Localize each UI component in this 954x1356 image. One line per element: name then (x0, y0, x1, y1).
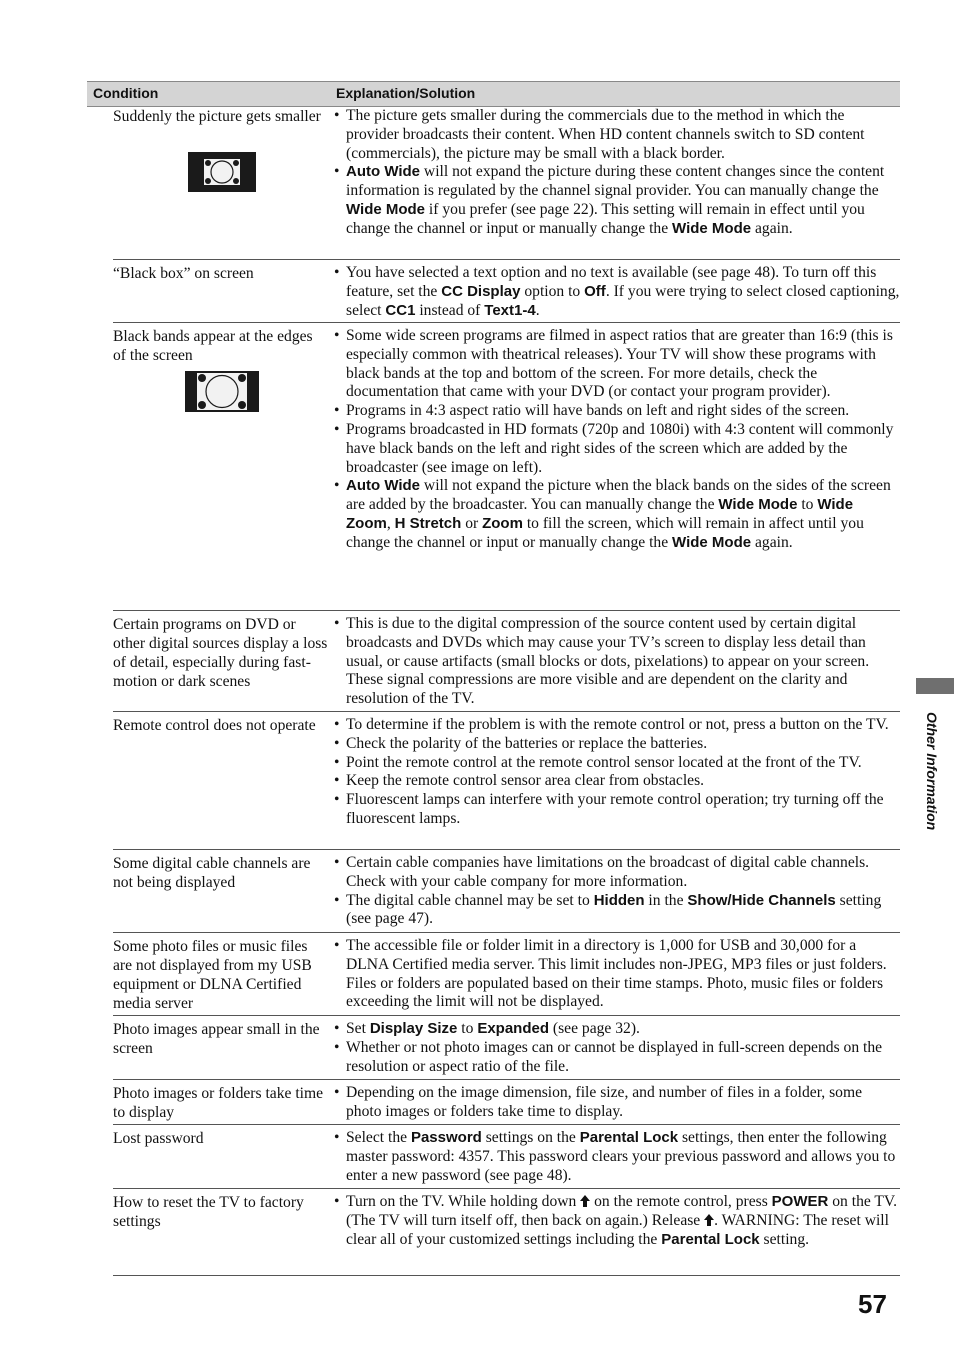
setting-keyword: Wide Zoom (346, 496, 854, 532)
bullet-item: • Some wide screen programs are filmed in aspect ratios that are greater than 16:9 (this is especially common with theatrical releases). Your TV will show these programs with black bands at the top and bottom of the screen. For more details, check the documentation that came with your DVD (or contact your program provider). (333, 327, 900, 402)
condition-header: Condition (93, 85, 159, 101)
bullet-item: • Whether or not photo images can or cannot be displayed in full-screen depends on the resolution or aspect ratio of the file. (333, 1039, 900, 1077)
bullet-item: • Point the remote control at the remote control sensor located at the front of the TV. (333, 754, 900, 773)
table-row (113, 1129, 900, 1189)
setting-keyword: Hidden (593, 891, 645, 909)
explanation-cell (333, 1193, 900, 1249)
condition-cell: Some digital cable channels are not being displayed (113, 855, 311, 891)
bullet-item: • Auto Wide will not expand the picture when the black bands on the sides of the screen are added by the broadcaster. You can manually change the Wide Mode to Wide Zoom, H Stretch or Zoom to fill the screen, which will remain in affect until you change the channel or input or manually change the Wide Mode again. (333, 477, 900, 552)
setting-keyword: Expanded (477, 1020, 549, 1037)
bullet-item: • Programs broadcasted in HD formats (720p and 1080i) with 4:3 content will commonly have black bands on the left and right sides of the screen which are added by the broadcaster (see image on left). (333, 421, 900, 477)
explanation-cell (333, 264, 900, 320)
table-header (87, 81, 900, 107)
bullet-item: • Set Display Size to Expanded (see page 32). (333, 1020, 900, 1039)
condition-cell: “Black box” on screen (113, 265, 254, 282)
bullet-item: • Check the polarity of the batteries or replace the batteries. (333, 735, 900, 754)
bullet-item: • This is due to the digital compression of the source content used by certain digital broadcasts and DVDs which may cause your TV’s screen to display less detail than usual, or cause artifacts (small blocks or dots, pixelations) to appear on your screen. These signal compressions are more visible and are dependent on the clarity and resolution of the TV. (333, 615, 900, 709)
table-row (113, 1193, 900, 1276)
explanation-cell (333, 107, 900, 239)
setting-keyword: Password (410, 1129, 482, 1146)
bullet-item: • The digital cable channel may be set to Hidden in the Show/Hide Channels setting (see page 47). (333, 892, 900, 930)
bullet-item: • Turn on the TV. While holding down on the remote control, press POWER on the TV. (The TV will turn itself off, then back on again.) Release . WARNING: The reset will clear all of your customized settings including the Parental Lock setting. (333, 1193, 900, 1249)
setting-keyword: Zoom (482, 514, 523, 532)
setting-keyword: CC1 (385, 301, 416, 319)
condition-cell: Photo images appear small in the screen (113, 1021, 320, 1057)
explanation-cell (333, 615, 900, 709)
bullet-item: • To determine if the problem is with the remote control or not, press a button on the TV. (333, 716, 900, 735)
condition-cell: Remote control does not operate (113, 717, 316, 734)
explanation-cell (333, 1084, 900, 1122)
small-picture-icon (188, 152, 256, 192)
up-arrow-icon (704, 1214, 714, 1226)
table-row (113, 854, 900, 933)
setting-keyword: Wide Mode (718, 496, 798, 514)
condition-cell: Black bands appear at the edges of the screen (113, 328, 313, 364)
table-row (113, 327, 900, 611)
bullet-item: • Depending on the image dimension, file size, and number of files in a folder, some photo images or folders take time to display. (333, 1084, 900, 1122)
setting-keyword: Text1-4 (484, 301, 536, 319)
bullet-item: • The picture gets smaller during the commercials due to the method in which the provider broadcasts their content. When HD content channels switch to SD content (commercials), the picture may be small with a black border. (333, 107, 900, 163)
up-arrow-icon (580, 1195, 590, 1207)
explanation-cell (333, 1020, 900, 1076)
condition-cell: Suddenly the picture gets smaller (113, 108, 321, 125)
bullet-item: • Auto Wide will not expand the picture during these content changes since the content information is regulated by the channel signal provider. You can manually change the Wide Mode if you prefer (see page 22). This setting will remain in effect until you change the channel or input or manually change the Wide Mode again. (333, 163, 900, 238)
troubleshooting-table (87, 81, 900, 1248)
setting-keyword: Parental Lock (579, 1129, 679, 1146)
condition-cell: Photo images or folders take time to display (113, 1085, 324, 1121)
setting-keyword: H Stretch (394, 514, 462, 532)
explanation-cell (333, 1129, 900, 1185)
condition-cell: Certain programs on DVD or other digital sources display a loss of detail, especially during fast-motion or dark scenes (113, 616, 328, 690)
setting-keyword: Wide Mode (672, 219, 752, 237)
explanation-cell (333, 854, 900, 929)
table-row (113, 615, 900, 712)
setting-keyword: Show/Hide Channels (687, 891, 836, 909)
explanation-cell (333, 716, 900, 829)
explanation-cell (333, 937, 900, 1012)
setting-keyword: Wide Mode (672, 533, 752, 551)
bullet-item: • Programs in 4:3 aspect ratio will have bands on left and right sides of the screen. (333, 402, 900, 421)
bullet-item: • The accessible file or folder limit in a directory is 1,000 for USB and 30,000 for a DLNA Certified media server. This limit includes non-JPEG, MP3 files or just folders. Files or folders are populated based on their time stamps. Photo, music files or folders exceeding the limit will not be displayed. (333, 937, 900, 1012)
bullet-item: • Select the Password settings on the Parental Lock settings, then enter the following master password: 4357. This password clears your previous password and allows you to enter a new password (see page 48). (333, 1129, 900, 1185)
setting-keyword: Auto Wide (346, 477, 421, 495)
black-bands-icon (185, 371, 259, 412)
setting-keyword: Display Size (369, 1020, 458, 1037)
table-row (113, 1020, 900, 1080)
explanation-header: Explanation/Solution (336, 85, 476, 101)
setting-keyword: Off (584, 282, 606, 300)
table-row (113, 937, 900, 1016)
side-section-label: Other Information (924, 712, 940, 831)
setting-keyword: POWER (771, 1193, 829, 1210)
explanation-cell (333, 327, 900, 553)
section-tab-marker (916, 678, 954, 694)
table-row (113, 264, 900, 323)
condition-cell: Some photo files or music files are not displayed from my USB equipment or DLNA Certified media server (113, 938, 312, 1012)
setting-keyword: CC Display (441, 282, 521, 300)
bullet-item: • Certain cable companies have limitations on the broadcast of digital cable channels. Check with your cable company for more information. (333, 854, 900, 892)
table-row (113, 1084, 900, 1125)
condition-cell: How to reset the TV to factory settings (113, 1194, 304, 1230)
setting-keyword: Wide Mode (346, 200, 426, 218)
bullet-item: • Fluorescent lamps can interfere with your remote control operation; try turning off the fluorescent lamps. (333, 791, 900, 829)
bullet-item: • Keep the remote control sensor area clear from obstacles. (333, 772, 900, 791)
setting-keyword: Auto Wide (346, 163, 421, 181)
condition-cell: Lost password (113, 1130, 204, 1147)
table-row (113, 716, 900, 850)
bullet-item: • You have selected a text option and no text is available (see page 48). To turn off this feature, set the CC Display option to Off. If you were trying to select closed captioning, select CC1 instead of Text1-4. (333, 264, 900, 320)
page-number: 57 (858, 1289, 887, 1319)
setting-keyword: Parental Lock (661, 1230, 760, 1248)
